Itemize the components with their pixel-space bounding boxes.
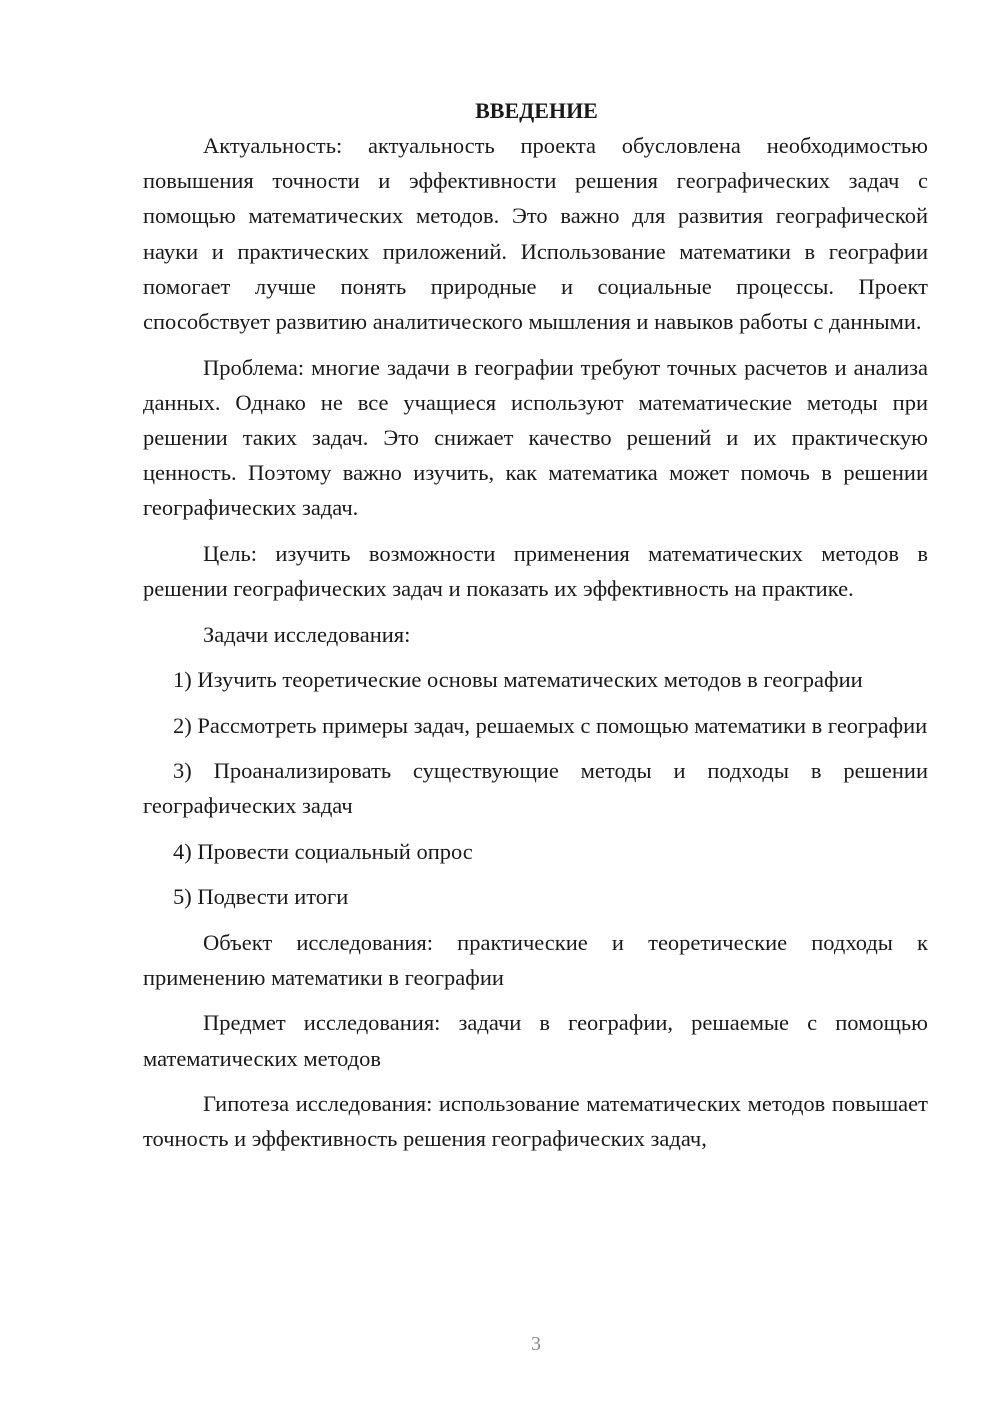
problem-paragraph: Проблема: многие задачи в географии требуют точных расчетов и анализа данных. Однако не все учащиеся используют математические методы при решении таких задач. Это снижает качество решений и их практическую ценность. Поэтому важно изучить, как математика может помочь в решении географических задач. (143, 354, 928, 521)
hypothesis-paragraph: Гипотеза исследования: использование математических методов повышает точность и эффективность решения географических задач, (143, 1091, 928, 1152)
tasks-heading: Задачи исследования: (203, 621, 411, 647)
object-paragraph: Объект исследования: практические и теоретические подходы к применению математики в географии (143, 929, 928, 990)
subject-paragraph: Предмет исследования: задачи в географии, решаемые с помощью математических методов (143, 1010, 928, 1071)
task-item-4: 4) Провести социальный опрос (173, 838, 473, 864)
task-item-3: 3) Проанализировать существующие методы и подходы в решении географических задач (143, 758, 928, 819)
goal-paragraph: Цель: изучить возможности применения математических методов в решении географических задач и показать их эффективность на практике. (143, 540, 928, 602)
task-item-1: 1) Изучить теоретические основы математических методов в географии (173, 667, 863, 693)
task-item-2: 2) Рассмотреть примеры задач, решаемых с помощью математики в географии (173, 712, 928, 738)
page-number: 3 (531, 1333, 541, 1355)
relevance-paragraph: Актуальность: актуальность проекта обусловлена необходимостью повышения точности и эффективности решения географических задач с помощью математических методов. Это важно для развития географической науки и практических приложений. Использование математики в географии помогает лучше понять природные и социальные процессы. Проект способствует развитию аналитического мышления и навыков работы с данными. (143, 133, 928, 335)
task-item-5: 5) Подвести итоги (173, 884, 349, 910)
page-content (143, 93, 928, 1167)
page-title: ВВЕДЕНИЕ (475, 98, 598, 123)
